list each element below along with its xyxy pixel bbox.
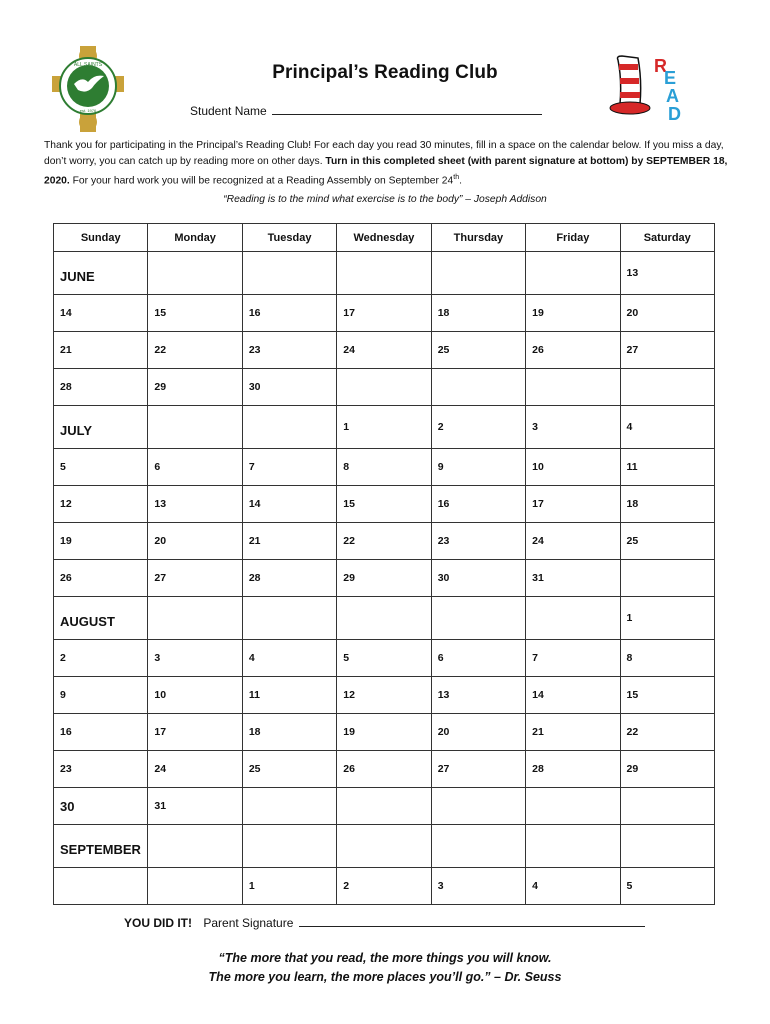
day-cell[interactable]: 23	[54, 751, 148, 788]
calendar-row	[54, 751, 715, 788]
day-cell[interactable]: 13	[620, 252, 714, 295]
weekday-header: Wednesday	[337, 224, 431, 252]
day-cell[interactable]: 17	[148, 714, 242, 751]
empty-cell	[431, 252, 525, 295]
day-cell[interactable]: 22	[620, 714, 714, 751]
day-cell[interactable]: 28	[526, 751, 620, 788]
empty-cell	[242, 788, 336, 825]
day-cell[interactable]: 27	[620, 332, 714, 369]
day-cell[interactable]: 21	[54, 332, 148, 369]
calendar-row	[54, 597, 715, 640]
empty-cell	[431, 369, 525, 406]
empty-cell	[148, 597, 242, 640]
day-cell[interactable]: 4	[526, 868, 620, 905]
day-cell[interactable]: 26	[54, 560, 148, 597]
calendar-row	[54, 640, 715, 677]
empty-cell	[148, 252, 242, 295]
day-cell[interactable]: 30	[242, 369, 336, 406]
day-cell[interactable]: 3	[526, 406, 620, 449]
day-cell[interactable]: 4	[620, 406, 714, 449]
calendar-row	[54, 523, 715, 560]
day-cell[interactable]: 1	[337, 406, 431, 449]
day-cell[interactable]: 20	[148, 523, 242, 560]
calendar-row	[54, 406, 715, 449]
weekday-header: Saturday	[620, 224, 714, 252]
day-cell[interactable]: 21	[526, 714, 620, 751]
day-cell[interactable]: 16	[242, 295, 336, 332]
day-cell[interactable]: 1	[242, 868, 336, 905]
day-cell[interactable]: 9	[431, 449, 525, 486]
day-cell[interactable]: 30	[431, 560, 525, 597]
assembly-text: For your hard work you will be recognized at a Reading Assembly on September 24	[69, 175, 454, 187]
empty-cell	[526, 597, 620, 640]
day-cell[interactable]: 22	[148, 332, 242, 369]
svg-text:R: R	[654, 56, 667, 76]
calendar-row	[54, 788, 715, 825]
addison-quote: “Reading is to the mind what exercise is to the body” – Joseph Addison	[223, 194, 547, 205]
day-cell[interactable]: 18	[620, 486, 714, 523]
day-cell[interactable]: 23	[242, 332, 336, 369]
day-cell[interactable]: 4	[242, 640, 336, 677]
day-cell[interactable]: 29	[620, 751, 714, 788]
weekday-header: Sunday	[54, 224, 148, 252]
student-name-label: Student Name	[190, 104, 267, 118]
day-cell[interactable]: 8	[620, 640, 714, 677]
day-cell[interactable]: 13	[148, 486, 242, 523]
day-cell[interactable]: 26	[526, 332, 620, 369]
day-cell[interactable]: 6	[148, 449, 242, 486]
day-cell[interactable]: 3	[431, 868, 525, 905]
empty-cell	[242, 825, 336, 868]
instructions-paragraph	[44, 138, 734, 189]
day-cell[interactable]: 12	[337, 677, 431, 714]
empty-cell	[431, 597, 525, 640]
day-cell[interactable]: 7	[242, 449, 336, 486]
calendar-row	[54, 677, 715, 714]
day-cell[interactable]: 15	[620, 677, 714, 714]
day-cell[interactable]: 2	[431, 406, 525, 449]
calendar-row	[54, 252, 715, 295]
parent-signature-field[interactable]	[299, 915, 645, 927]
day-cell[interactable]: 5	[337, 640, 431, 677]
month-label: AUGUST	[54, 597, 148, 640]
empty-cell	[526, 252, 620, 295]
weekday-header: Friday	[526, 224, 620, 252]
day-cell[interactable]: 27	[148, 560, 242, 597]
empty-cell	[620, 825, 714, 868]
empty-cell	[431, 788, 525, 825]
period: .	[459, 175, 462, 187]
day-cell[interactable]: 13	[431, 677, 525, 714]
day-cell[interactable]: 17	[526, 486, 620, 523]
day-cell[interactable]: 27	[431, 751, 525, 788]
month-label: JUNE	[54, 252, 148, 295]
empty-cell	[148, 825, 242, 868]
school-crest-logo	[52, 46, 124, 132]
day-cell[interactable]: 31	[148, 788, 242, 825]
seuss-quote-line-1: “The more that you read, the more things you will know.	[218, 951, 552, 965]
day-cell[interactable]: 9	[54, 677, 148, 714]
empty-cell	[148, 868, 242, 905]
calendar-row	[54, 486, 715, 523]
day-cell[interactable]: 24	[337, 332, 431, 369]
empty-cell	[526, 369, 620, 406]
empty-cell	[620, 369, 714, 406]
month-label: JULY	[54, 406, 148, 449]
day-cell[interactable]: 29	[148, 369, 242, 406]
day-cell[interactable]: 3	[148, 640, 242, 677]
seuss-quote	[0, 949, 770, 987]
empty-cell	[337, 825, 431, 868]
calendar-row	[54, 369, 715, 406]
day-cell[interactable]: 19	[526, 295, 620, 332]
day-cell[interactable]: 22	[337, 523, 431, 560]
day-cell[interactable]: 15	[148, 295, 242, 332]
parent-signature-label: Parent Signature	[203, 916, 294, 930]
day-cell[interactable]: 24	[526, 523, 620, 560]
day-cell[interactable]: 17	[337, 295, 431, 332]
day-cell[interactable]: 15	[337, 486, 431, 523]
calendar-row	[54, 714, 715, 751]
empty-cell	[242, 252, 336, 295]
day-cell[interactable]: 18	[242, 714, 336, 751]
day-cell[interactable]: 24	[148, 751, 242, 788]
empty-cell	[431, 825, 525, 868]
day-cell[interactable]: 5	[620, 868, 714, 905]
empty-cell	[337, 252, 431, 295]
day-cell[interactable]: 28	[242, 560, 336, 597]
you-did-it-label: YOU DID IT!	[124, 916, 192, 930]
deadline-text: Turn in this completed sheet (with parent signature at bottom) by SEPTEMBER 18, 2020.	[44, 156, 728, 187]
empty-cell	[620, 560, 714, 597]
svg-text:est. 1976: est. 1976	[79, 108, 97, 113]
empty-cell	[337, 597, 431, 640]
day-cell[interactable]: 11	[242, 677, 336, 714]
day-cell[interactable]: 11	[620, 449, 714, 486]
reading-calendar	[53, 223, 715, 905]
svg-text:D: D	[668, 104, 681, 124]
day-cell[interactable]: 28	[54, 369, 148, 406]
calendar-row	[54, 868, 715, 905]
day-cell[interactable]: 8	[337, 449, 431, 486]
day-cell[interactable]: 16	[431, 486, 525, 523]
empty-cell	[242, 597, 336, 640]
day-cell[interactable]: 12	[54, 486, 148, 523]
day-cell[interactable]: 1	[620, 597, 714, 640]
signature-row	[124, 915, 645, 930]
empty-cell	[54, 868, 148, 905]
empty-cell	[620, 788, 714, 825]
student-name-field[interactable]	[272, 103, 542, 115]
day-cell[interactable]: 2	[54, 640, 148, 677]
day-cell[interactable]: 5	[54, 449, 148, 486]
day-cell[interactable]: 2	[337, 868, 431, 905]
page-title: Principal’s Reading Club	[272, 62, 498, 83]
weekday-header: Tuesday	[242, 224, 336, 252]
day-cell[interactable]: 14	[526, 677, 620, 714]
day-cell[interactable]: 10	[148, 677, 242, 714]
day-cell[interactable]: 10	[526, 449, 620, 486]
month-label: SEPTEMBER	[54, 825, 148, 868]
calendar-row	[54, 825, 715, 868]
day-cell[interactable]: 14	[242, 486, 336, 523]
day-cell[interactable]: 16	[54, 714, 148, 751]
calendar-row	[54, 560, 715, 597]
calendar-row	[54, 332, 715, 369]
day-cell[interactable]: 20	[431, 714, 525, 751]
day-cell[interactable]: 25	[242, 751, 336, 788]
instructions-text: Thank you for participating in the Principal’s Reading Club! For each day you read 30 minutes, fill in a space on the calendar below. If you miss a day, don’t worry, you can catch up by reading more on other days.	[44, 140, 724, 167]
empty-cell	[337, 369, 431, 406]
day-cell[interactable]: 7	[526, 640, 620, 677]
empty-cell	[526, 788, 620, 825]
weekday-header: Monday	[148, 224, 242, 252]
day-cell[interactable]: 25	[620, 523, 714, 560]
day-cell[interactable]: 31	[526, 560, 620, 597]
day-cell[interactable]: 25	[431, 332, 525, 369]
day-cell[interactable]: 30	[54, 788, 148, 825]
day-cell[interactable]: 20	[620, 295, 714, 332]
empty-cell	[242, 406, 336, 449]
empty-cell	[148, 406, 242, 449]
weekday-header: Thursday	[431, 224, 525, 252]
day-cell[interactable]: 18	[431, 295, 525, 332]
day-cell[interactable]: 14	[54, 295, 148, 332]
seuss-quote-line-2: The more you learn, the more places you’ll go.” – Dr. Seuss	[208, 970, 562, 984]
day-cell[interactable]: 23	[431, 523, 525, 560]
day-cell[interactable]: 29	[337, 560, 431, 597]
day-cell[interactable]: 26	[337, 751, 431, 788]
empty-cell	[337, 788, 431, 825]
calendar-row	[54, 449, 715, 486]
day-cell[interactable]: 19	[54, 523, 148, 560]
weekday-header-row	[54, 224, 715, 252]
empty-cell	[526, 825, 620, 868]
svg-text:ALL SAINTS: ALL SAINTS	[73, 62, 103, 68]
student-name-row	[190, 103, 542, 118]
day-cell[interactable]: 6	[431, 640, 525, 677]
calendar-row	[54, 295, 715, 332]
svg-text:A: A	[666, 86, 679, 106]
svg-text:E: E	[664, 68, 677, 88]
day-cell[interactable]: 21	[242, 523, 336, 560]
ordinal-suffix: th	[453, 174, 460, 181]
day-cell[interactable]: 19	[337, 714, 431, 751]
